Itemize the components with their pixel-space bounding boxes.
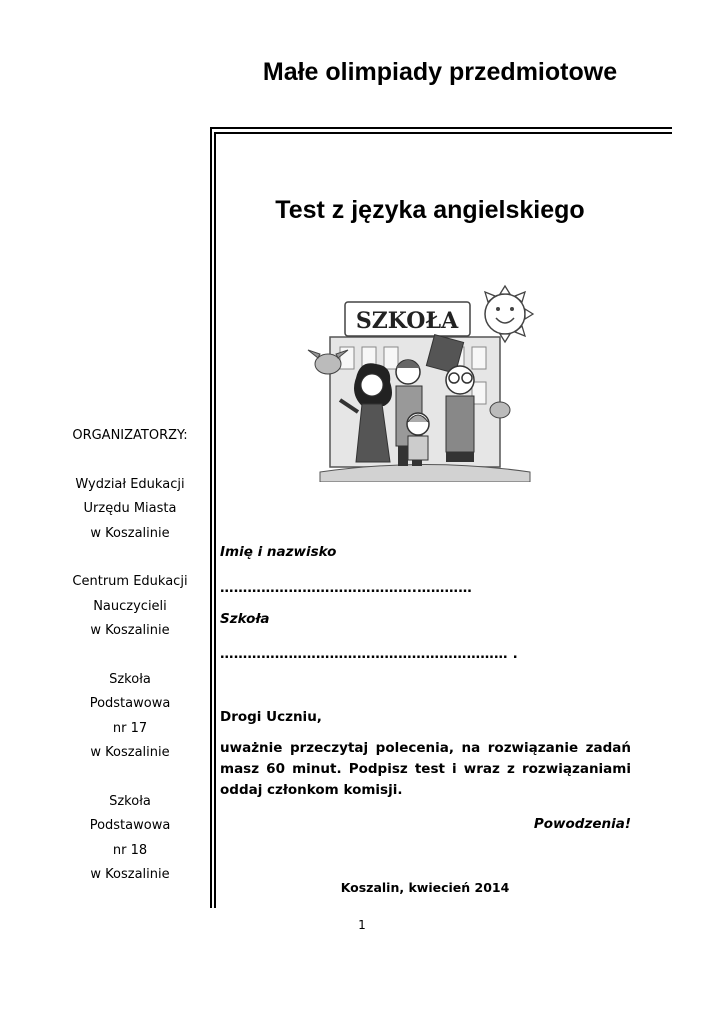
sun-icon [485,286,533,342]
sign-text: SZKOŁA [355,308,459,334]
organizer-line: Urzędu Miasta [83,501,177,516]
organizer-group [40,790,220,888]
name-label: Imię i nazwisko [220,544,337,560]
organizer-line: nr 17 [112,720,148,736]
frame-top-line-inner [214,132,672,134]
organizer-line: Szkoła [109,671,151,687]
school-field[interactable]: ……………………………………………………… . [220,646,518,662]
page-title: Małe olimpiady przedmiotowe [262,58,618,86]
organizer-line: w Koszalinie [90,623,170,638]
organizers-heading: ORGANIZATORZY: [72,428,188,443]
greeting: Drogi Uczniu, [220,709,322,725]
school-label: Szkoła [220,611,270,627]
school-family-icon [300,282,550,482]
good-luck: Powodzenia! [533,816,631,832]
organizer-line: w Koszalinie [90,745,170,760]
instructions: uważnie przeczytaj polecenia, na rozwiązanie zadań masz 60 minut. Podpisz test i wraz z rozwiązaniami oddaj członkom komisji. [220,740,631,798]
child-figure [407,413,429,460]
organizers-sidebar [40,424,220,912]
organizer-line: nr 18 [112,842,148,858]
organizer-line: Podstawowa [89,818,171,833]
organizer-group [40,668,220,766]
name-field[interactable]: …………………………………….………… [220,580,472,596]
frame-top-line-outer [210,127,672,129]
organizer-line: Szkoła [109,793,151,809]
organizer-line: Nauczycieli [93,598,167,614]
place-date: Koszalin, kwiecień 2014 [340,880,510,895]
test-title: Test z języka angielskiego [275,196,585,224]
organizer-group [40,570,220,644]
organizer-line: Wydział Edukacji [75,476,185,492]
organizer-group [40,473,220,547]
organizer-line: w Koszalinie [90,525,170,541]
page-number: 1 [358,918,366,932]
organizer-line: Centrum Edukacji [72,574,188,589]
organizer-line: w Koszalinie [90,867,170,882]
organizer-line: Podstawowa [89,696,171,711]
school-illustration [300,282,550,482]
